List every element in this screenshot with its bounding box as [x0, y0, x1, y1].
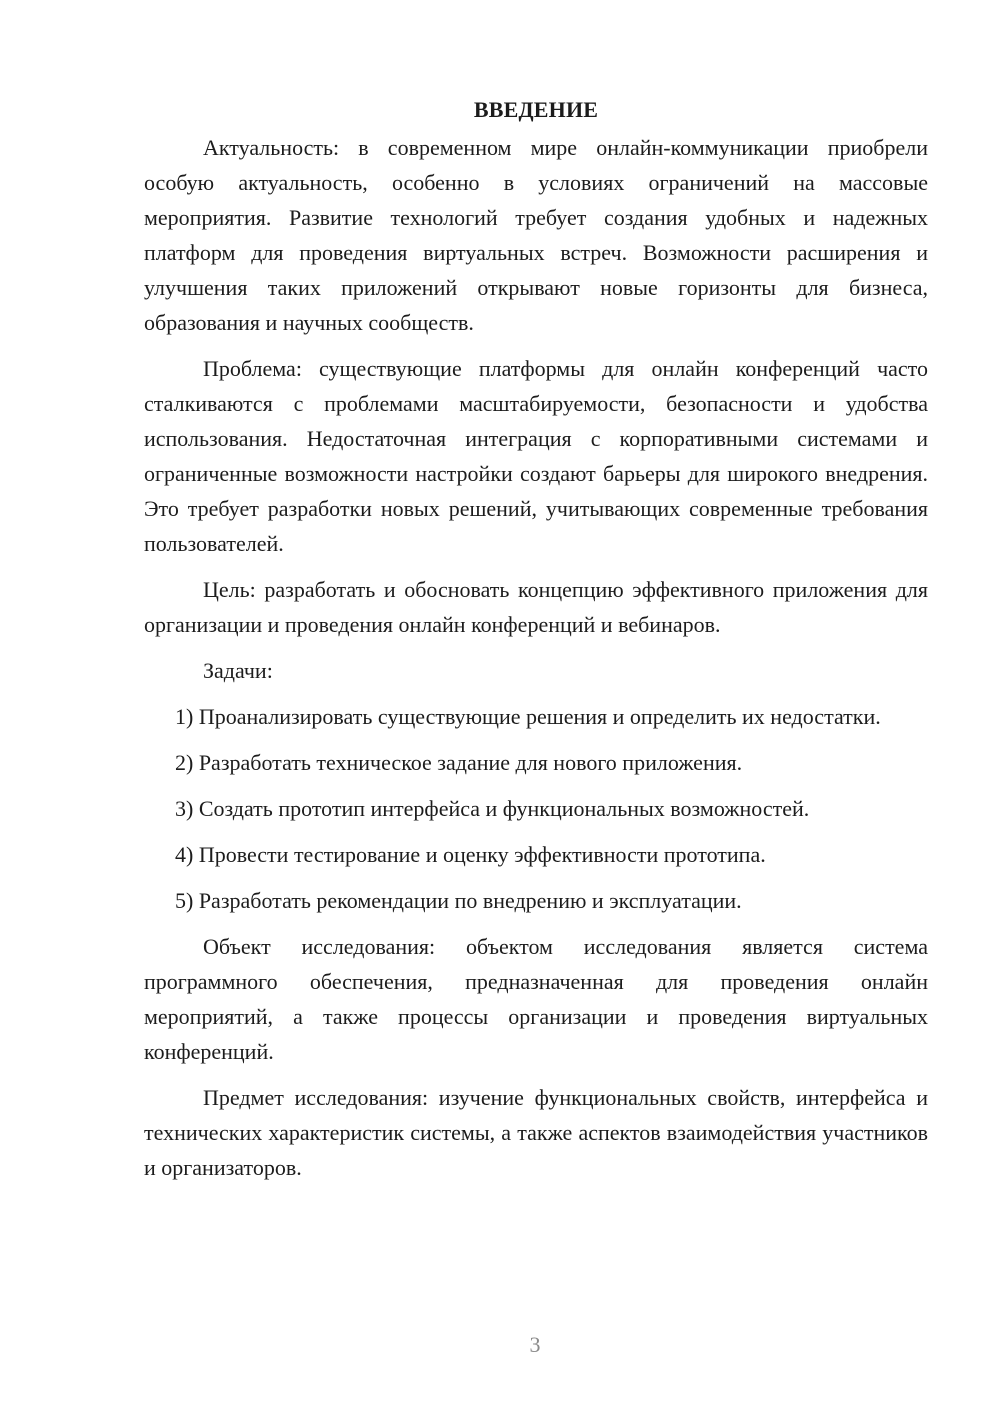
task-item: 4) Провести тестирование и оценку эффективности прототипа. — [175, 842, 766, 867]
task-item: 3) Создать прототип интерфейса и функциональных возможностей. — [175, 796, 810, 821]
document-page — [144, 92, 928, 1196]
problem-paragraph: Проблема: существующие платформы для онлайн конференций часто сталкиваются с проблемами масштабируемости, безопасности и удобства использования. Недостаточная интеграция с корпоративными системами и ограниченные возможности настройки создают барьеры для широкого внедрения. Это требует разработки новых решений, учитывающих современные требования пользователей. — [144, 356, 928, 556]
tasks-heading: Задачи: — [203, 658, 273, 683]
relevance-paragraph: Актуальность: в современном мире онлайн-коммуникации приобрели особую актуальность, особенно в условиях ограничений на массовые мероприятия. Развитие технологий требует создания удобных и надежных платформ для проведения виртуальных встреч. Возможности расширения и улучшения таких приложений открывают новые горизонты для бизнеса, образования и научных сообществ. — [144, 135, 928, 335]
tasks-list — [144, 699, 928, 918]
section-title: ВВЕДЕНИЕ — [473, 97, 599, 122]
goal-paragraph: Цель: разработать и обосновать концепцию эффективного приложения для организации и проведения онлайн конференций и вебинаров. — [144, 577, 928, 637]
page-number: 3 — [529, 1332, 541, 1357]
task-item: 5) Разработать рекомендации по внедрению и эксплуатации. — [175, 888, 742, 913]
subject-paragraph: Предмет исследования: изучение функциональных свойств, интерфейса и технических характеристик системы, а также аспектов взаимодействия участников и организаторов. — [144, 1085, 928, 1180]
object-paragraph: Объект исследования: объектом исследования является система программного обеспечения, предназначенная для проведения онлайн мероприятий, а также процессы организации и проведения виртуальных конференций. — [144, 934, 928, 1064]
task-item: 2) Разработать техническое задание для нового приложения. — [175, 750, 743, 775]
task-item: 1) Проанализировать существующие решения и определить их недостатки. — [175, 704, 881, 729]
